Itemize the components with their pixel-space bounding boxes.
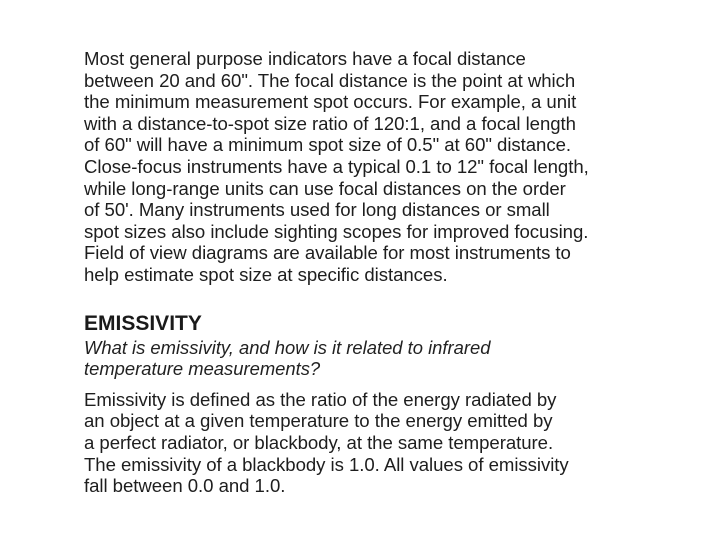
intro-line: of 50'. Many instruments used for long distances or small xyxy=(84,199,550,221)
intro-line: while long-range units can use focal distances on the order xyxy=(84,177,566,199)
intro-line: Close-focus instruments have a typical 0.1 to 12" focal length, xyxy=(84,155,589,177)
answer-line: The emissivity of a blackbody is 1.0. All values of emissivity xyxy=(84,453,569,475)
document-page xyxy=(84,48,704,497)
intro-line: spot sizes also include sighting scopes for improved focusing. xyxy=(84,220,589,242)
answer-paragraph xyxy=(84,389,704,497)
answer-line: Emissivity is defined as the ratio of the energy radiated by xyxy=(84,388,557,410)
intro-line: the minimum measurement spot occurs. For example, a unit xyxy=(84,91,577,113)
section-heading: EMISSIVITY xyxy=(84,311,202,335)
intro-line: Field of view diagrams are available for most instruments to xyxy=(84,242,571,264)
intro-line: Most general purpose indicators have a focal distance xyxy=(84,48,526,69)
intro-line: help estimate spot size at specific distances. xyxy=(84,263,448,285)
intro-line: of 60" will have a minimum spot size of 0.5" at 60" distance. xyxy=(84,134,571,156)
answer-line: a perfect radiator, or blackbody, at the same temperature. xyxy=(84,431,554,453)
answer-line: an object at a given temperature to the energy emitted by xyxy=(84,410,553,432)
intro-paragraph xyxy=(84,48,704,286)
intro-line: between 20 and 60". The focal distance is the point at which xyxy=(84,69,576,91)
question-line: What is emissivity, and how is it related to infrared xyxy=(84,336,491,358)
question-line: temperature measurements? xyxy=(84,358,321,380)
section-question xyxy=(84,337,704,380)
intro-line: with a distance-to-spot size ratio of 120:1, and a focal length xyxy=(84,112,576,134)
answer-line: fall between 0.0 and 1.0. xyxy=(84,475,286,497)
